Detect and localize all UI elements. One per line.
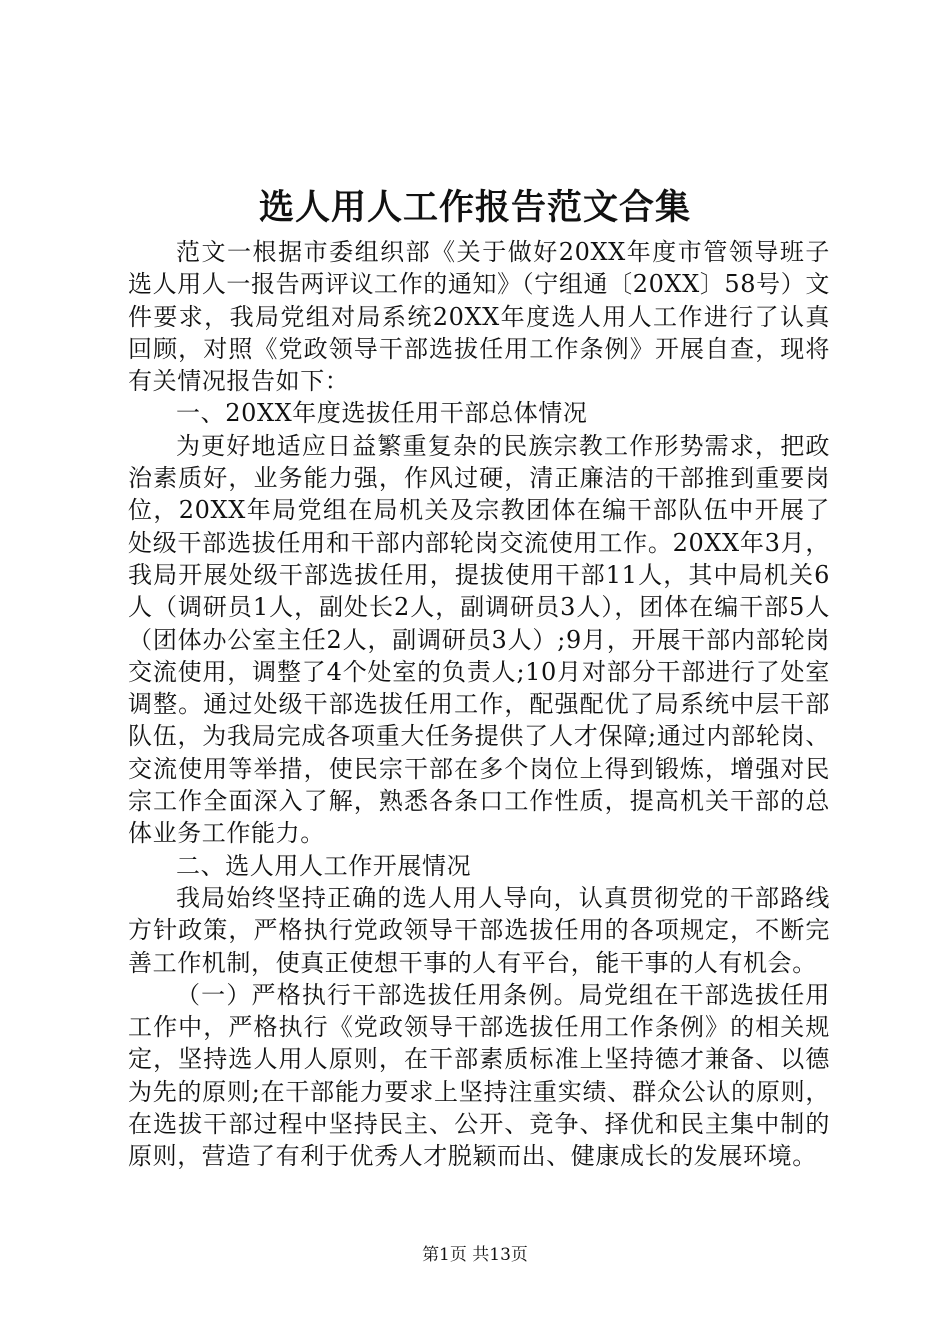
page-footer: 第1页 共13页 (422, 1245, 528, 1265)
paragraph-section-1: 为更好地适应日益繁重复杂的民族宗教工作形势需求，把政治素质好，业务能力强，作风过硬，清正廉洁的干部推到重要岗位，20XX年局党组在局机关及宗教团体在编干部队伍中开展了处级干部选拔任用和干部内部轮岗交流使用工作。20XX年3月，我局开展处级干部选拔任用，提拔使用干部11人，其中局机关6人（调研员1人，副处长2人，副调研员3人），团体在编干部5人（团体办公室主任2人，副调研员3人）;9月，开展干部内部轮岗交流使用，调整了4个处室的负责人;10月对部分干部进行了处室调整。通过处级干部选拔任用工作，配强配优了局系统中层干部队伍，为我局完成各项重大任务提供了人才保障;通过内部轮岗、交流使用等举措，使民宗干部在多个岗位上得到锻炼，增强对民宗工作全面深入了解，熟悉各条口工作性质，提高机关干部的总体业务工作能力。 (128, 431, 830, 848)
paragraph-intro: 范文一根据市委组织部《关于做好20XX年度市管领导班子选人用人一报告两评议工作的通知》（宁组通〔20XX〕58号）文件要求，我局党组对局系统20XX年度选人用人工作进行了认真回顾，对照《党政领导干部选拔任用工作条例》开展自查，现将有关情况报告如下： (128, 238, 830, 396)
document-body (128, 236, 830, 1173)
document-title: 选人用人工作报告范文合集 (258, 187, 691, 228)
section-heading-2: 二、选人用人工作开展情况 (176, 851, 472, 880)
paragraph-section-2: 我局始终坚持正确的选人用人导向，认真贯彻党的干部路线方针政策，严格执行党政领导干部选拔任用的各项规定，不断完善工作机制，使真正使想干事的人有平台，能干事的人有机会。 (128, 883, 830, 977)
paragraph-subsection-1: （一）严格执行干部选拔任用条例。局党组在干部选拔任用工作中，严格执行《党政领导干部选拔任用工作条例》的相关规定，坚持选人用人原则，在干部素质标准上坚持德才兼备、以德为先的原则;在干部能力要求上坚持注重实绩、群众公认的原则，在选拔干部过程中坚持民主、公开、竞争、择优和民主集中制的原则，营造了有利于优秀人才脱颖而出、健康成长的发展环境。 (128, 980, 830, 1171)
section-heading-1: 一、20XX年度选拔任用干部总体情况 (176, 399, 588, 428)
